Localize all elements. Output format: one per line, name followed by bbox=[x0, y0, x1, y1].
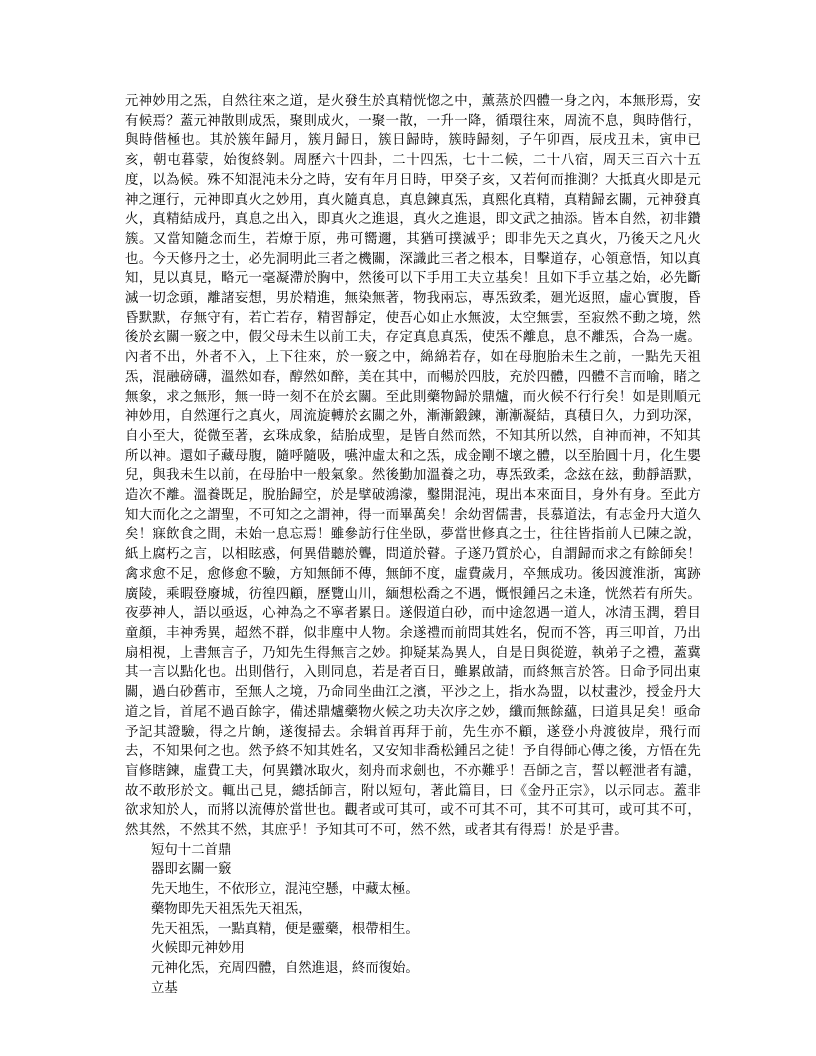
short-verses bbox=[125, 841, 701, 999]
document-page bbox=[125, 92, 701, 998]
verse-line: 藥物即先天祖炁先天祖炁， bbox=[151, 901, 312, 917]
verse-line: 先天地生，不依形立，混沌空懸，中藏太極。 bbox=[151, 882, 419, 898]
verse-line: 元神化炁，充周四體，自然進退，終而復始。 bbox=[151, 960, 419, 976]
verse-line: 先天祖炁，一點真精，便是靈藥，根帶相生。 bbox=[151, 921, 419, 937]
verse-line: 器即玄關一竅 bbox=[151, 862, 232, 878]
verse-line: 火候即元神妙用 bbox=[151, 941, 245, 957]
verse-line: 短句十二首鼎 bbox=[151, 842, 232, 858]
verse-line: 立基 bbox=[151, 980, 178, 996]
main-paragraph: 元神妙用之炁，自然往來之道，是火發生於真精恍惚之中，薰蒸於四體一身之內，本無形焉，安有候焉？蓋元神散則成炁，聚則成火，一聚一散，一升一降，循環往來，周流不息，與時偕行，與時偕極也。其於簇年歸月，簇月歸日，簇日歸時，簇時歸刻，子午卯酉，辰戌丑未，寅申已亥，朝屯暮蒙，始復終剝。周歷六十四卦，二十四炁，七十二候，二十八宿，周天三百六十五度，以為候。殊不知混沌未分之時，安有年月日時，甲癸子亥，又若何而推測？大抵真火即是元神之運行，元神即真火之妙用，真火隨真息，真息鍊真炁，真熙化真精，真精歸玄關，元神發真火，真精結成丹，真息之出入，即真火之進退，真火之進退，即文武之抽添。皆本自然，初非鑽簇。又當知隨念而生，若燎于原，弗可嚮邇，其猶可撲滅乎；即非先天之真火，乃後天之凡火也。今天修丹之士，必先洞明此三者之機關，深識此三者之根本，目擊道存，心領意悟，知以真知，見以真見，略元一毫凝滯於胸中，然後可以下手用工夫立基矣！且如下手立基之始，必先斷滅一切念頭，離諸妄想，男於精進，無染無著，物我兩忘，專炁致柔，廻光返照，虛心實腹，昏昏默默，存無守有，若亡若存，精習靜定，使吾心如止水無波，太空無雲，至寂然不動之境，然後於玄關一竅之中，假父母未生以前工夫，存定真息真炁，使炁不離息，息不離炁，合為一處。內者不出，外者不入，上下往來，於一竅之中，綿綿若存，如在母胞胎未生之前，一點先天祖炁，混融磅礴，溫然如春，醇然如醉，美在其中，而暢於四肢，充於四體，四體不言而喻，睹之無象，求之無形，無一時一刻不在於玄關。至此則藥物歸於鼎爐，而火候不行行矣！如是則順元神妙用，自然運行之真火，周流旋轉於玄關之外，漸漸鍛鍊，漸漸凝結，真積日久，力到功深，自小至大，從微至著，玄珠成象，結胎成聖，是皆自然而然，不知其所以然，自神而神，不知其所以神。還如子藏母腹，隨呼隨吸，嚥沖虛太和之炁，成金剛不壞之體，以至胎圓十月，化生嬰兒，與我未生以前，在母胎中一般氣象。然後勤加溫養之功，專炁致柔，念玆在玆，動靜語默，造次不離。溫養既足，脫胎歸空，於是擘破鴻濛，鑿開混沌，現出本來面目，身外有身。至此方知大而化之之謂聖，不可知之之謂神，得一而畢萬矣！余幼習儒書，長慕道法，有志金丹大道久矣！寐飲食之間，未始一息忘焉！雖參訪行住坐臥，夢當世修真之士，往往皆指前人已陳之說，紙上腐朽之言，以相眩惑，何異借聽於聾，問道於瞽。子遂乃質於心，自謂歸而求之有餘師矣！禽求愈不足，愈修愈不驗，方知無師不傳，無師不度，虛費歲月，卒無成功。後因渡淮浙，寓跡廣陵，乘暇登廢城，彷徨四顧，歷覽山川，緬想松喬之不遇，慨恨鍾呂之未逢，恍然若有所失。夜夢神人，語以亟返，心神為之不寧者累日。遂假道白砂，而中途忽遇一道人，冰清玉潤，碧目童顏，丰神秀異，超然不群，似非塵中人物。余遂禮而前問其姓名，倪而不答，再三叩首，乃出扇相視，上書無言子，乃知先生得無言之妙。抑疑某為異人，自是日與從遊，執弟子之禮，蓋冀其一言以點化也。出則偕行，入則同息，若是者百日，雖累啟請，而終無言於答。日命予同出東關，過白砂舊市，至無人之境，乃命同坐曲江之濱，平沙之上，指水為盟，以杖畫沙，授金丹大道之旨，首尾不過百餘字，備述鼎爐藥物火候之功夫次序之妙，纖而無餘蘊，曰道具足矣！亟命予記其證驗，得之片餉，遂復掃去。余辑首再拜于前，先生亦不顧，遂登小舟渡彼岸，飛行而去，不知果何之也。然予終不知其姓名，又安知非喬松鍾呂之徒！予自得師心傳之後，方悟在先盲修瞎鍊，虛費工夫，何異鑽冰取火，刻舟而求劍也，不亦難乎！吾師之言，誓以輕泄者有譴，故不敢形於文。輒出己見，總括師言，附以短句，著此篇目，曰《金丹正宗》，以示同志。蓋非欲求知於人，而將以流傳於當世也。觀者或可其可，或不可其不可，其不可其可，或可其不可，然其然，不然其不然，其庶乎！予知其可不可，然不然，或者其有得焉！於是乎書。 bbox=[125, 94, 701, 839]
